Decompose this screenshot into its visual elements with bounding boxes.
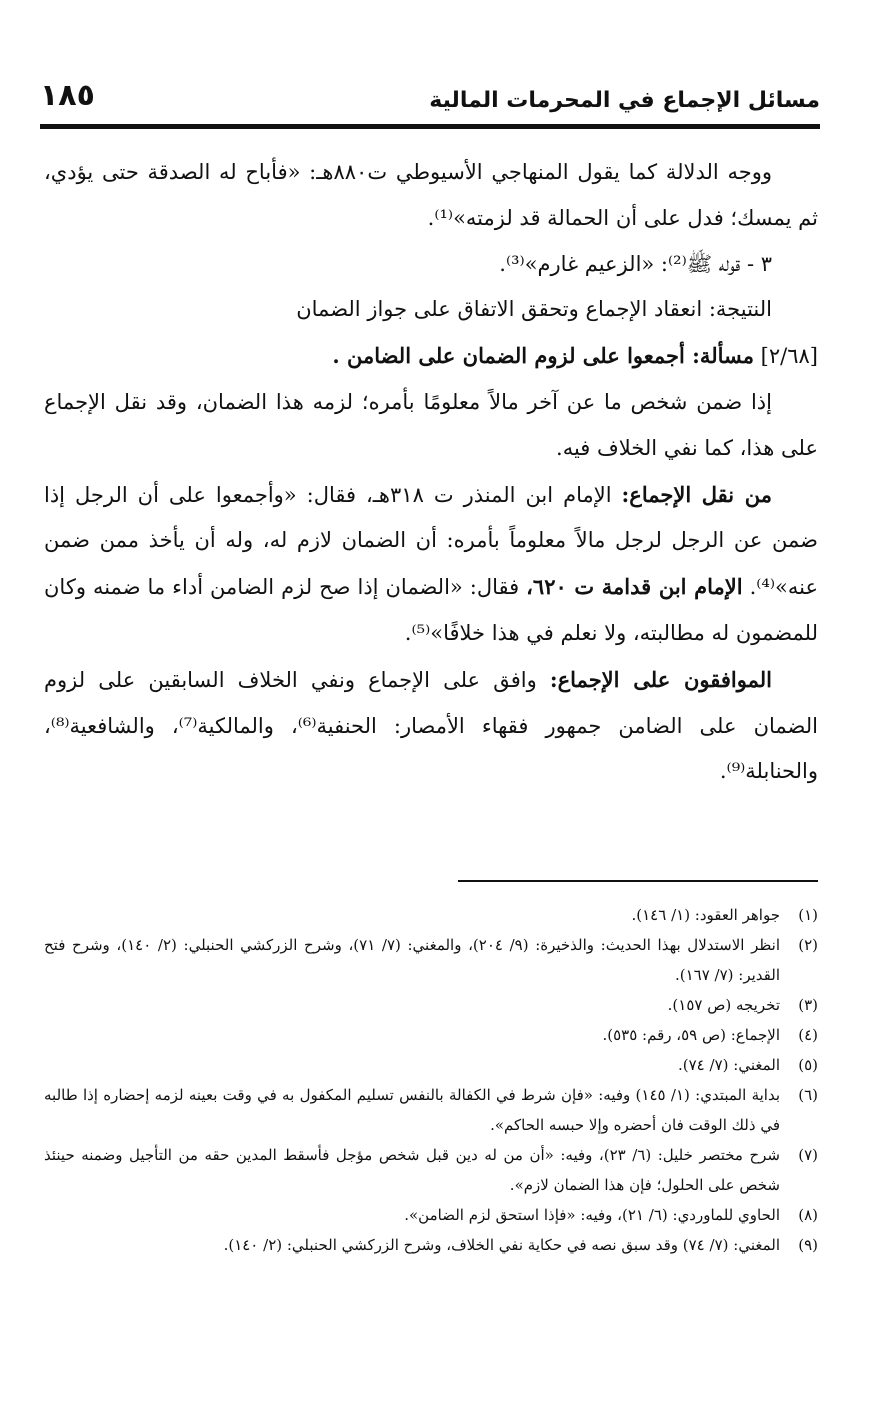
footnote-number: (٧) (798, 1146, 818, 1164)
issue-reference: [٢/٦٨] (760, 344, 818, 369)
footnote-text: جواهر العقود: (١/ ١٤٦). (631, 906, 780, 924)
footnotes (44, 900, 818, 1260)
header-rule (40, 124, 820, 129)
footnote-text: بداية المبتدي: (١/ ١٤٥) وفيه: «فإن شرط في الكفالة بالنفس تسليم المكفول به في وقت بعينه لزمه إحضاره إذا طالبه في ذلك الوقت فان أحضره وإلا حبسه الحاكم». (44, 1086, 780, 1134)
footnote-text: انظر الاستدلال بهذا الحديث: والذخيرة: (٩/ ٢٠٤)، والمغني: (٧/ ٧١)، وشرح الزركشي الحنبلي: (٢/ ١٤٠)، وشرح فتح القدير: (٧/ ١٦٧). (44, 936, 780, 984)
footnote-text: المغني: (٧/ ٧٤). (678, 1056, 780, 1074)
transmitters-label: من نقل الإجماع: (621, 481, 772, 507)
footnote (44, 930, 818, 990)
main-text (44, 150, 818, 795)
footnote (44, 1050, 818, 1080)
issue-heading (44, 333, 818, 380)
footnote-number: (٣) (798, 996, 818, 1014)
page-number: ١٨٥ (40, 78, 95, 113)
agreeing-label: الموافقون على الإجماع: (549, 666, 772, 692)
issue-title: مسألة: أجمعوا على لزوم الضمان على الضامن . (332, 343, 754, 369)
agreeing-text: وافق على الإجماع ونفي الخلاف السابقين على لزوم الضمان على الضامن جمهور فقهاء الأمصار: الحنفية⁽⁶⁾، والمالكية⁽⁷⁾، والشافعية⁽⁸⁾، والحنابلة⁽⁹⁾. (44, 667, 818, 784)
footnote-number: (٨) (798, 1206, 818, 1224)
page-header (40, 78, 820, 118)
footnote-number: (٢) (798, 936, 818, 954)
footnote-number: (٥) (798, 1056, 818, 1074)
footnote (44, 990, 818, 1020)
footnote-text: الحاوي للماوردي: (٦/ ٢١)، وفيه: «فإذا استحق لزم الضامن». (404, 1206, 780, 1224)
footnote-text: الإجماع: (ص ٥٩، رقم: ٥٣٥). (602, 1026, 780, 1044)
footnote-number: (٩) (798, 1236, 818, 1254)
transmitters-label-2: الإمام ابن قدامة ت ٦٢٠، (526, 574, 743, 600)
footnote (44, 1230, 818, 1260)
footnote-text: تخريجه (ص ١٥٧). (667, 996, 780, 1014)
paragraph-result: النتيجة: انعقاد الإجماع وتحقق الاتفاق على جواز الضمان (296, 297, 772, 322)
transmitters-text-1: الإمام ابن المنذر ت ٣١٨هـ، فقال: «وأجمعوا على أن الرجل إذا ضمن عن الرجل لرجل مالاً معلوماً بأمره: أن الضمان لازم له، وله أن يأخذ ممن ضمن عنه»⁽⁴⁾. (44, 482, 818, 600)
paragraph-hadith: ٣ - قوله ﷺ⁽²⁾: «الزعيم غارم»⁽³⁾. (499, 251, 772, 276)
paragraph-evidence: ووجه الدلالة كما يقول المنهاجي الأسيوطي ت٨٨٠هـ: «فأباح له الصدقة حتى يؤدي، ثم يمسك؛ فدل على أن الحمالة قد لزمته»⁽¹⁾. (44, 160, 818, 230)
footnote (44, 1020, 818, 1050)
paragraph-issue: إذا ضمن شخص ما عن آخر مالاً معلومًا بأمره؛ لزمه هذا الضمان، وقد نقل الإجماع على هذا، كما نفي الخلاف فيه. (44, 389, 818, 460)
footnote-text: المغني: (٧/ ٧٤) وقد سبق نصه في حكاية نفي الخلاف، وشرح الزركشي الحنبلي: (٢/ ١٤٠). (223, 1236, 780, 1254)
running-title: مسائل الإجماع في المحرمات المالية (429, 88, 820, 113)
paragraph-transmitters (44, 472, 818, 657)
paragraph-agreeing (44, 657, 818, 795)
footnote-text: شرح مختصر خليل: (٦/ ٢٣)، وفيه: «أن من له دين قبل شخص مؤجل فأسقط المدين حقه من التأجيل وضمنه حينئذ شخص على الحلول؛ فإن هذا الضمان لازم». (44, 1146, 780, 1194)
footnote-rule (458, 880, 818, 882)
transmitters-text-2: فقال: «الضمان إذا صح لزم الضامن أداء ما ضمنه وكان للمضمون له مطالبته، ولا نعلم في هذا خلافًا»⁽⁵⁾. (44, 575, 818, 645)
footnote-number: (١) (798, 906, 818, 924)
footnote-number: (٦) (798, 1086, 818, 1104)
footnote (44, 1140, 818, 1200)
footnote-number: (٤) (798, 1026, 818, 1044)
footnote (44, 1200, 818, 1230)
footnote (44, 900, 818, 930)
footnote (44, 1080, 818, 1140)
